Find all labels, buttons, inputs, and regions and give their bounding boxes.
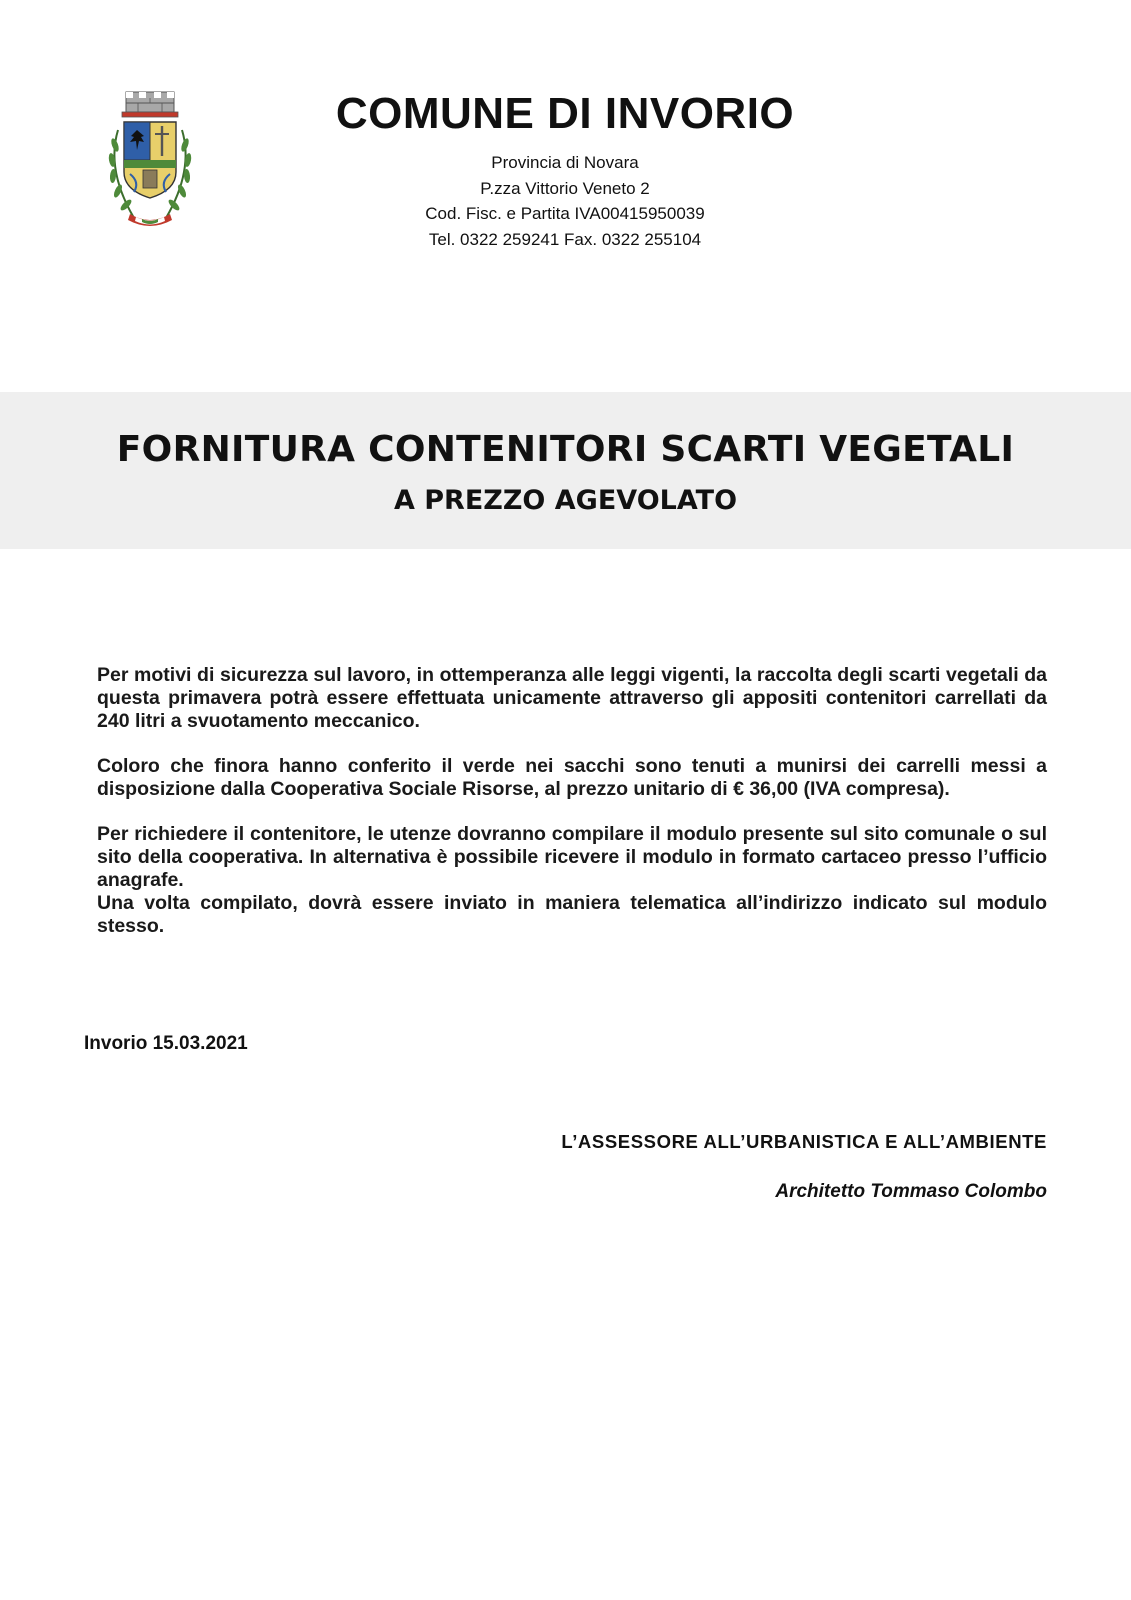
municipal-coat-of-arms-icon [100,90,200,240]
ribbon-icon [128,214,172,226]
body-paragraph: Per richiedere il contenitore, le utenze dovranno compilare il modulo presente sul sito comunale o sul sito della cooperativa. In alternativa è possibile ricevere il modulo in formato cartaceo presso l’ufficio anagrafe. [97,823,1047,891]
document-subtitle: A PREZZO AGEVOLATO [393,485,738,516]
place-date: Invorio 15.03.2021 [84,1033,248,1054]
organization-name: COMUNE DI INVORIO [335,89,795,138]
notice-body [97,664,1047,938]
signatory-name: Architetto Tommaso Colombo [775,1181,1047,1202]
province-line: Provincia di Novara [491,153,639,172]
body-paragraph: Per motivi di sicurezza sul lavoro, in ottemperanza alle leggi vigenti, la raccolta degli scarti vegetali da questa primavera potrà essere effettuata unicamente attraverso gli appositi contenitori carrellati da 240 litri a svuotamento meccanico. [97,664,1047,732]
shield-icon [124,122,176,198]
body-paragraph: Una volta compilato, dovrà essere inviato in maniera telematica all’indirizzo indicato sul modulo stesso. [97,892,1047,937]
crown-icon [122,92,178,117]
address-line: P.zza Vittorio Veneto 2 [480,178,650,198]
document-title: FORNITURA CONTENITORI SCARTI VEGETALI [116,429,1015,470]
signatory-role: L’ASSESSORE ALL’URBANISTICA E ALL’AMBIENTE [561,1131,1047,1152]
letterhead [250,88,880,252]
contacts-line: Tel. 0322 259241 Fax. 0322 255104 [428,229,702,249]
title-banner [0,392,1131,549]
tax-code-line: Cod. Fisc. e Partita IVA00415950039 [425,204,705,223]
body-paragraph: Coloro che finora hanno conferito il verde nei sacchi sono tenuti a munirsi dei carrelli messi a disposizione dalla Cooperativa Sociale Risorse, al prezzo unitario di € 36,00 (IVA compresa). [97,755,1047,800]
